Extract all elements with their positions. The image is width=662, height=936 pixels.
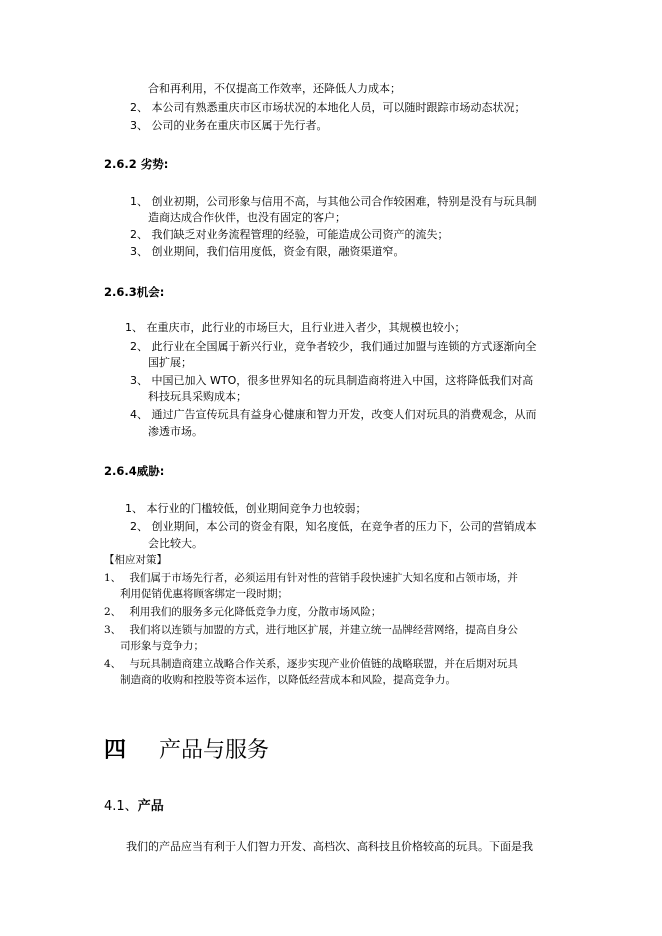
list-item — [104, 605, 381, 619]
list-item-number: 3、 — [130, 374, 148, 387]
chapter-heading — [104, 733, 269, 764]
list-item-number: 3、 — [104, 624, 122, 636]
list-item-number: 2、 — [130, 520, 148, 533]
list-item-text: 创业初期，公司形象与信用不高，与其他公司合作较困难，特别是没有与玩具制 — [151, 195, 537, 208]
list-item-text: 创业期间，本公司的资金有限，知名度低，在竞争者的压力下，公司的营销成本 — [151, 520, 537, 533]
list-item — [130, 408, 537, 422]
list-item-text: 本公司有熟悉重庆市区市场状况的本地化人员，可以随时跟踪市场动态状况； — [151, 101, 526, 114]
list-item-continuation — [120, 639, 204, 653]
list-item-number: 4、 — [104, 658, 122, 670]
list-item-text: 造商达成合作伙伴，也没有固定的客户； — [148, 211, 346, 224]
list-continuation — [148, 82, 401, 96]
list-item — [130, 340, 537, 354]
list-item-continuation — [148, 356, 192, 370]
section-heading-opportunity: 2.6.3机会: — [104, 285, 165, 299]
list-item-text: 制造商的收购和控股等资本运作，以降低经营成本和风险，提高竞争力。 — [120, 674, 456, 686]
list-item-text: 本行业的门槛较低，创业期间竞争力也较弱； — [146, 502, 367, 515]
list-item-text: 我们将以连锁与加盟的方式，进行地区扩展，并建立统一品牌经营网络，提高自身公 — [129, 624, 518, 636]
list-item-text: 我们缺乏对业务流程管理的经验，可能造成公司资产的流失； — [151, 228, 449, 241]
list-item-number: 3、 — [130, 119, 148, 132]
list-item — [130, 228, 449, 242]
list-item-text: 与玩具制造商建立战略合作关系，逐步实现产业价值链的战略联盟，并在后期对玩具 — [129, 658, 518, 670]
list-item — [130, 520, 537, 534]
section-title: 产品 — [137, 799, 164, 814]
list-item — [130, 245, 405, 259]
list-item-text: 科技玩具采购成本； — [148, 390, 247, 403]
list-item-text: 中国已加入 WTO，很多世界知名的玩具制造商将进入中国，这将降低我们对高 — [151, 374, 534, 387]
list-item-text: 创业期间，我们信用度低，资金有限，融资渠道窄。 — [151, 245, 405, 258]
list-item-text: 渗透市场。 — [148, 425, 203, 438]
list-item-continuation — [148, 537, 203, 551]
list-item — [130, 119, 328, 133]
list-item-number: 1、 — [125, 321, 143, 334]
list-item-text: 公司的业务在重庆市区属于先行者。 — [151, 119, 328, 132]
chapter-number: 四 — [104, 737, 127, 763]
list-item-number: 4、 — [130, 408, 148, 421]
section-heading-product — [104, 795, 164, 814]
list-item-number: 1、 — [104, 572, 122, 584]
list-item-text: 会比较大。 — [148, 537, 203, 550]
section-number: 4.1、 — [104, 799, 138, 814]
list-item-text: 在重庆市，此行业的市场巨大，且行业进入者少，其规模也较小； — [146, 321, 466, 334]
list-item-text: 国扩展； — [148, 356, 192, 369]
list-item-text: 此行业在全国属于新兴行业，竞争者较少，我们通过加盟与连锁的方式逐渐向全 — [151, 340, 537, 353]
list-item — [125, 321, 466, 335]
list-item-text: 合和再利用，不仅提高工作效率，还降低人力成本； — [148, 82, 401, 95]
list-item-continuation — [148, 211, 346, 225]
list-item — [130, 374, 533, 388]
list-item-text: 我们属于市场先行者，必须运用有针对性的营销手段快速扩大知名度和占领市场，并 — [129, 572, 518, 584]
list-item-continuation — [120, 587, 288, 601]
countermeasures-title: 【相应对策】 — [104, 554, 167, 566]
list-item — [104, 571, 518, 585]
list-item-number: 2、 — [130, 228, 148, 241]
list-item — [125, 502, 367, 516]
chapter-title: 产品与服务 — [159, 738, 270, 763]
list-item-text: 利用我们的服务多元化降低竞争力度，分散市场风险； — [129, 606, 382, 618]
list-item-number: 3、 — [130, 245, 148, 258]
list-item-continuation — [120, 673, 456, 687]
list-item-continuation — [148, 425, 203, 439]
section-heading-weakness: 2.6.2 劣势: — [104, 157, 169, 171]
section-heading-threat: 2.6.4威胁: — [104, 464, 165, 478]
list-item-continuation — [148, 390, 247, 404]
body-paragraph: 我们的产品应当有利于人们智力开发、高档次、高科技且价格较高的玩具。下面是我 — [126, 840, 533, 853]
list-item-number: 2、 — [130, 340, 148, 353]
list-item-number: 2、 — [130, 101, 148, 114]
list-item — [104, 623, 518, 637]
list-item-number: 1、 — [125, 502, 143, 515]
list-item-text: 司形象与竞争力； — [120, 640, 204, 652]
list-item-text: 利用促销优惠将顾客绑定一段时期； — [120, 588, 288, 600]
list-item — [104, 657, 518, 671]
list-item — [130, 101, 526, 115]
list-item-number: 2、 — [104, 606, 122, 618]
list-item — [130, 195, 537, 209]
list-item-number: 1、 — [130, 195, 148, 208]
list-item-text: 通过广告宣传玩具有益身心健康和智力开发，改变人们对玩具的消费观念，从而 — [151, 408, 537, 421]
